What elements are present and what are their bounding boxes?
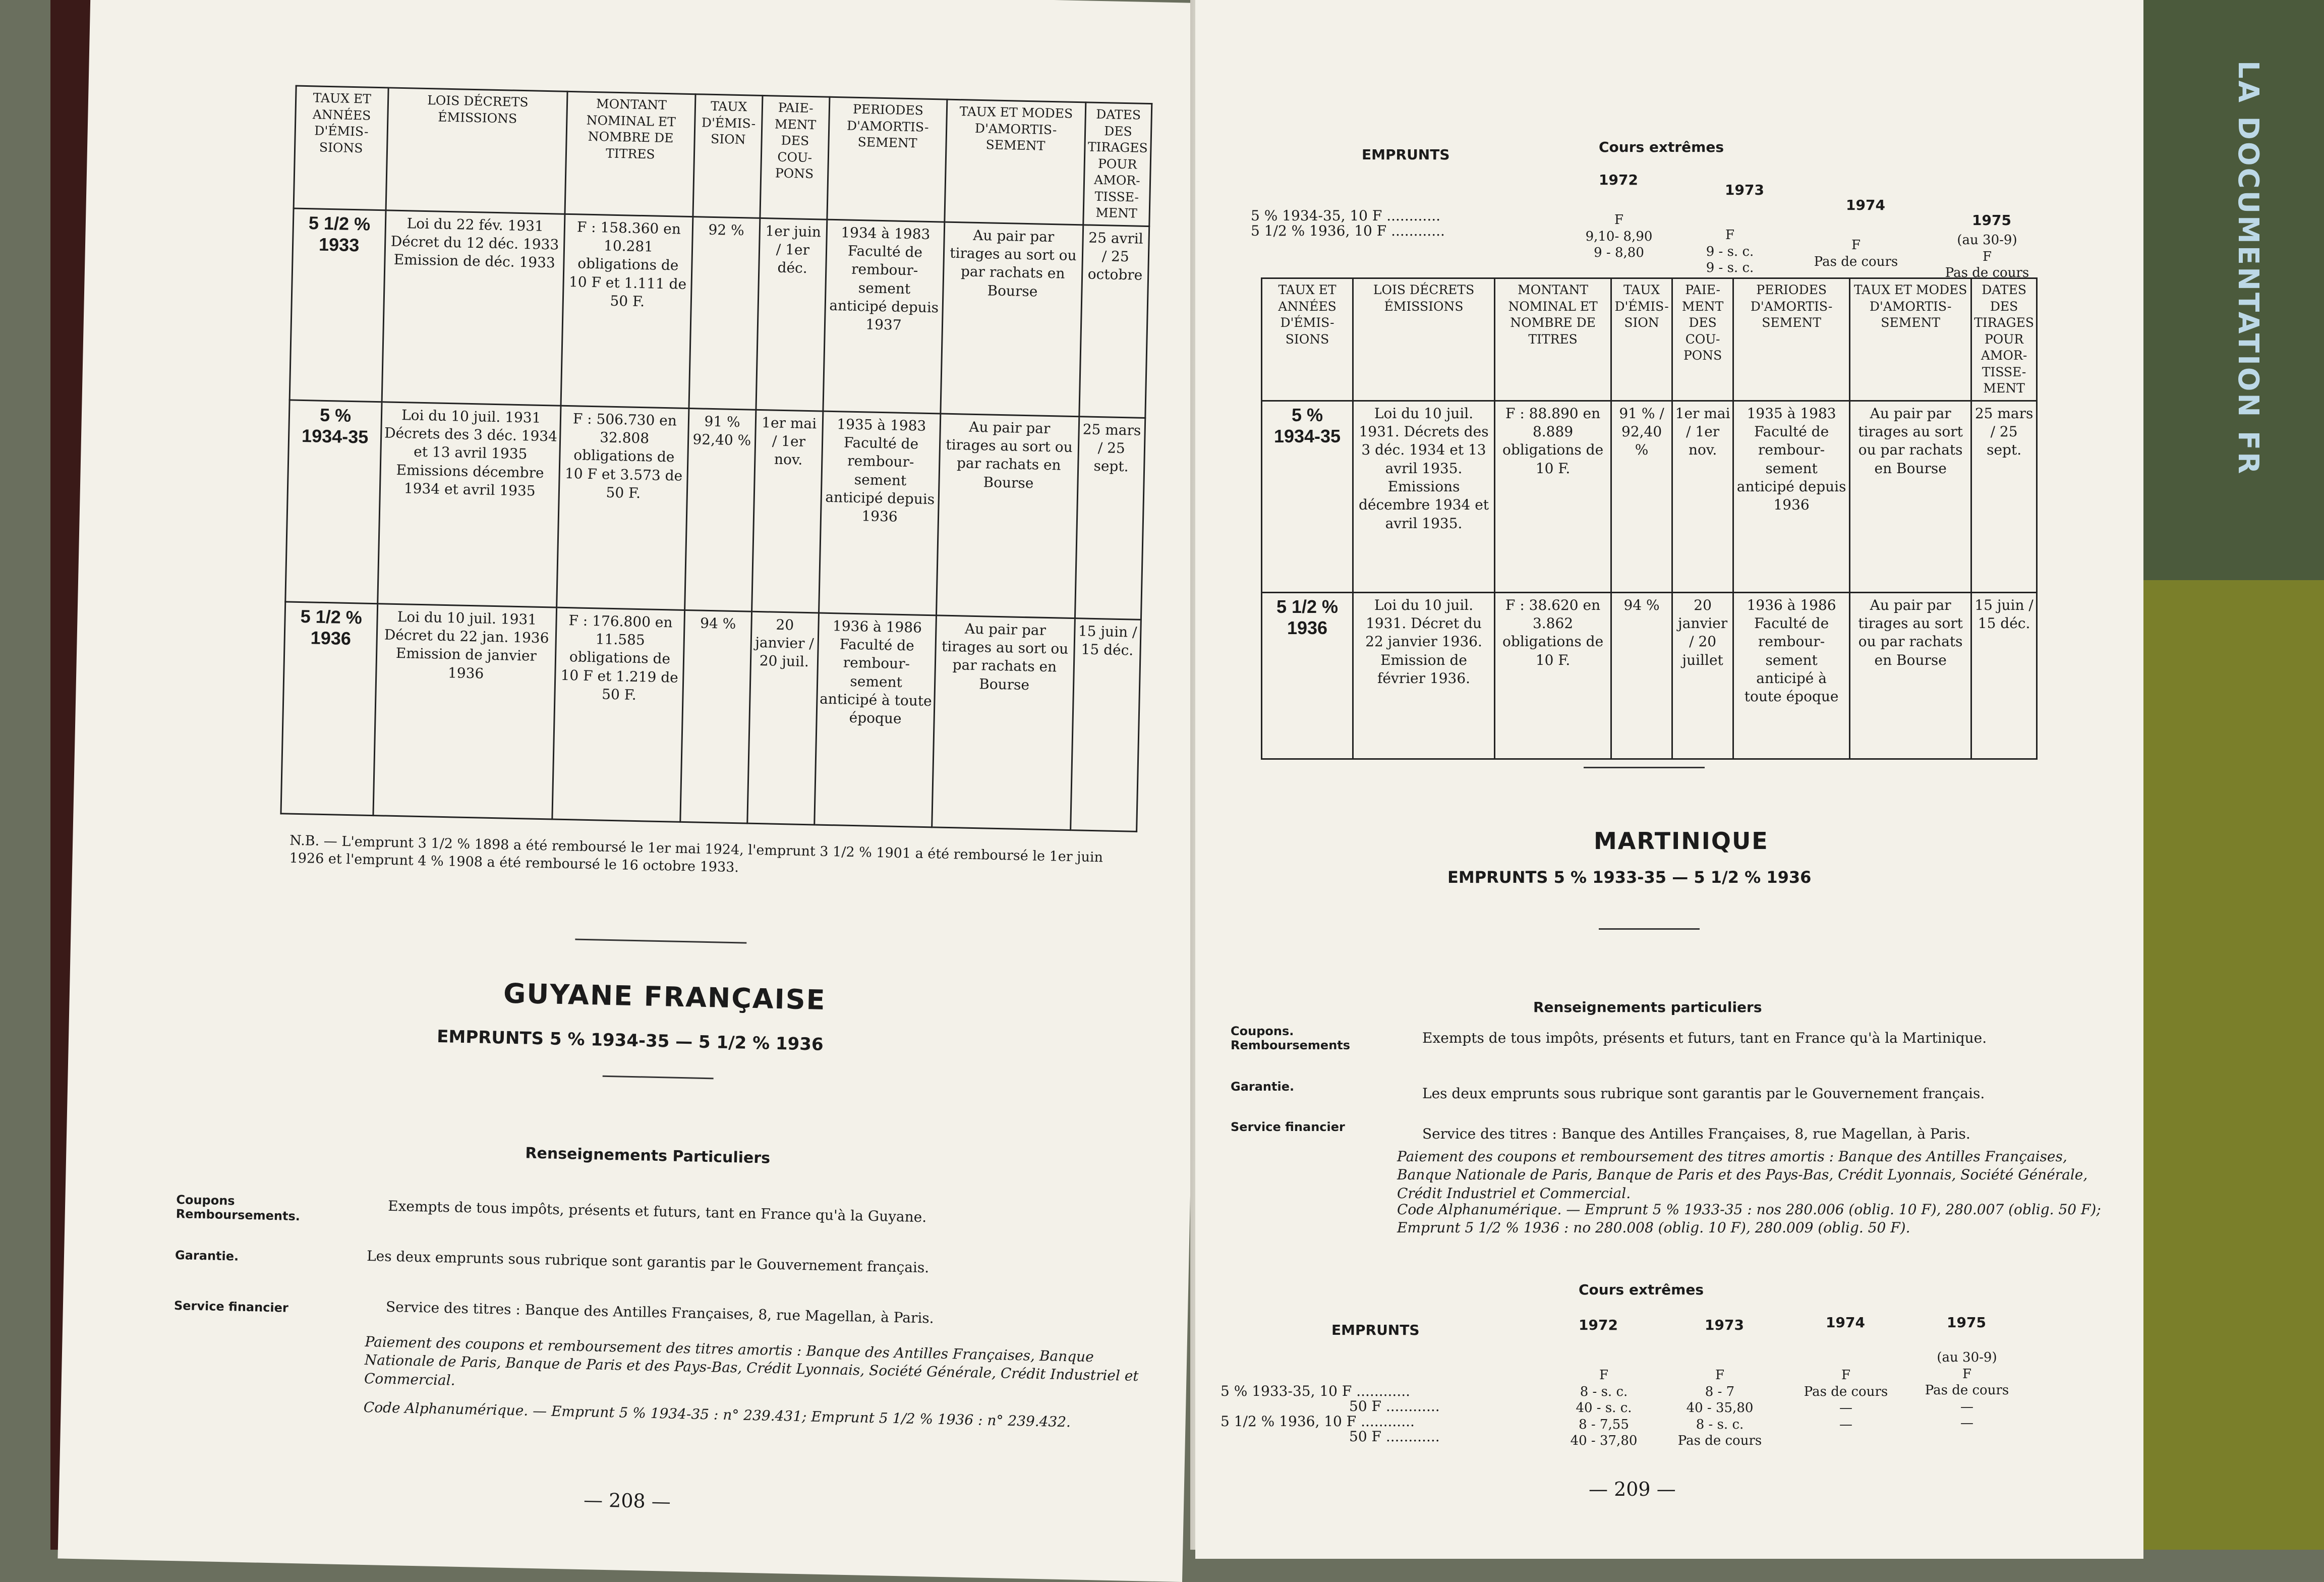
label-garantie: Garantie. bbox=[1231, 1080, 1295, 1094]
col-header: DATES DES TIRAGES POUR AMOR-TISSE-MENT bbox=[1083, 102, 1151, 226]
col-header: MONTANT NOMINAL ET NOMBRE DE TITRES bbox=[565, 91, 695, 216]
text-garantie: Les deux emprunts sous rubrique sont garantis par le Gouvernement français. bbox=[1422, 1085, 1985, 1102]
mode-cell: Au pair par tirages au sort ou par rachats en Bourse bbox=[937, 413, 1079, 618]
bottom-1975-col: (au 30-9) F Pas de cours — — bbox=[1925, 1350, 2009, 1431]
period-cell: 1936 à 1986 Faculté de rembour-sement anticipé à toute époque bbox=[1733, 592, 1850, 759]
section-title: MARTINIQUE bbox=[1594, 827, 1769, 855]
year-label: 1973 bbox=[1705, 1317, 1744, 1333]
issue-cell: 91 % / 92,40 % bbox=[1611, 401, 1672, 592]
text-service-titres: Service des titres : Banque des Antilles Françaises, 8, rue Magellan, à Paris. bbox=[1422, 1125, 1970, 1142]
rate: 5 1/2 % bbox=[300, 605, 363, 628]
year: 1934-35 bbox=[1273, 425, 1341, 446]
coupons-cell: 20 janvier / 20 juillet bbox=[1672, 592, 1733, 759]
col-header: TAUX ET ANNÉES D'ÉMIS-SIONS bbox=[294, 86, 388, 210]
col-header: LOIS DÉCRETS ÉMISSIONS bbox=[386, 88, 567, 214]
section-subtitle: EMPRUNTS 5 % 1934-35 — 5 1/2 % 1936 bbox=[436, 1026, 824, 1055]
amount-cell: F : 88.890 en 8.889 obligations de 10 F. bbox=[1495, 401, 1611, 592]
section-title: GUYANE FRANÇAISE bbox=[503, 977, 827, 1016]
year-label: 1972 bbox=[1599, 172, 1638, 188]
right-page bbox=[1195, 0, 2143, 1559]
period-cell: 1934 à 1983 Faculté de rembour-sement anticipé depuis 1937 bbox=[823, 219, 945, 414]
mode-cell: Au pair par tirages au sort ou par rachats en Bourse bbox=[1850, 401, 1971, 592]
rate: 5 1/2 % bbox=[308, 212, 371, 235]
coupons-cell: 1er mai / 1er nov. bbox=[752, 410, 823, 613]
rate-cell bbox=[1262, 401, 1353, 592]
rate: 5 1/2 % bbox=[1276, 596, 1339, 617]
dates-cell: 25 mars / 25 sept. bbox=[1971, 401, 2037, 592]
bottom-cours-heading: Cours extrêmes bbox=[1579, 1281, 1704, 1298]
section-subtitle: EMPRUNTS 5 % 1933-35 — 5 1/2 % 1936 bbox=[1447, 868, 1812, 887]
table-row bbox=[285, 400, 1145, 619]
issue-cell: 92 % bbox=[689, 216, 760, 410]
dates-cell: 25 avril / 25 octobre bbox=[1079, 224, 1149, 418]
top-row-label: 5 % 1934-35, 10 F ............ bbox=[1251, 207, 1441, 224]
year: 1936 bbox=[1287, 617, 1328, 638]
period-cell: 1935 à 1983 Faculté de rembour-sement anticipé depuis 1936 bbox=[1733, 401, 1850, 592]
laws-cell: Loi du 10 juil. 1931 Décret du 22 jan. 1936 Emission de janvier 1936 bbox=[373, 603, 557, 819]
laws-cell: Loi du 10 juil. 1931. Décret du 22 janvier 1936. Emission de février 1936. bbox=[1353, 592, 1495, 759]
bottom-emprunts-heading: EMPRUNTS bbox=[1331, 1322, 1420, 1338]
year: 1934-35 bbox=[301, 425, 369, 447]
text-service-titres: Service des titres : Banque des Antilles Françaises, 8, rue Magellan, à Paris. bbox=[385, 1298, 934, 1327]
col-header: PERIODES D'AMORTIS-SEMENT bbox=[827, 97, 947, 221]
year: 1933 bbox=[318, 234, 360, 255]
table-row bbox=[1262, 592, 2037, 759]
col-header: MONTANT NOMINAL ET NOMBRE DE TITRES bbox=[1495, 278, 1611, 401]
rate: 5 % bbox=[1291, 404, 1323, 425]
col-header: LOIS DÉCRETS ÉMISSIONS bbox=[1353, 278, 1495, 401]
top-emprunts-heading: EMPRUNTS bbox=[1362, 146, 1450, 163]
mode-cell: Au pair par tirages au sort ou par rachats en Bourse bbox=[941, 222, 1083, 417]
amount-cell: F : 38.620 en 3.862 obligations de 10 F. bbox=[1495, 592, 1611, 759]
left-bond-table bbox=[280, 85, 1152, 832]
rate-cell bbox=[1262, 592, 1353, 759]
background-yellow-cover bbox=[2138, 580, 2324, 1550]
year-label: 1975 bbox=[1947, 1314, 1986, 1331]
text-service-code: Code Alphanumérique. — Emprunt 5 % 1934-35 : n° 239.431; Emprunt 5 1/2 % 1936 : n° 239.432. bbox=[363, 1398, 1071, 1431]
text-coupons: Exempts de tous impôts, présents et futurs, tant en France qu'à la Guyane. bbox=[387, 1197, 927, 1226]
issue-cell: 91 % 92,40 % bbox=[685, 408, 756, 611]
divider bbox=[1584, 767, 1705, 768]
page-number: — 209 — bbox=[1589, 1478, 1676, 1500]
table-row bbox=[289, 208, 1149, 418]
col-header: TAUX ET MODES D'AMORTIS-SEMENT bbox=[1850, 278, 1971, 401]
bottom-row-label: 5 1/2 % 1936, 10 F ............ bbox=[1221, 1413, 1415, 1430]
table-row bbox=[281, 601, 1141, 831]
renseignements-heading: Renseignements Particuliers bbox=[525, 1144, 771, 1167]
top-1972-col: F 9,10- 8,90 9 - 8,80 bbox=[1585, 212, 1653, 260]
col-header: TAUX D'ÉMIS-SION bbox=[693, 94, 763, 218]
col-header: TAUX ET MODES D'AMORTIS-SEMENT bbox=[945, 99, 1085, 224]
dates-cell: 25 mars / 25 sept. bbox=[1075, 416, 1145, 619]
nb-note: N.B. — L'emprunt 3 1/2 % 1898 a été remboursé le 1er mai 1924, l'emprunt 3 1/2 % 1901 a été remboursé le 1er juin 1926 et l'emprunt 4 % 1908 a été remboursé le 16 octobre 1933. bbox=[289, 832, 1103, 876]
issue-cell: 94 % bbox=[1611, 592, 1672, 759]
amount-cell: F : 158.360 en 10.281 obligations de 10 F et 1.111 de 50 F. bbox=[561, 214, 693, 408]
year-label: 1973 bbox=[1725, 182, 1764, 198]
col-header: PAIE-MENT DES COU-PONS bbox=[1672, 278, 1733, 401]
divider bbox=[575, 939, 746, 944]
bottom-row-label: 5 % 1933-35, 10 F ............ bbox=[1221, 1383, 1411, 1399]
text-service-paiement: Paiement des coupons et remboursement des titres amortis : Banque des Antilles Françaises, Banque Nationale de Paris, Banque de Paris et des Pays-Bas, Crédit Lyonnais, Société Générale, Crédit Industriel et Commercial. bbox=[364, 1333, 1139, 1389]
year-label: 1974 bbox=[1846, 197, 1885, 213]
label-service: Service financier bbox=[1231, 1120, 1345, 1134]
coupons-cell: 1er juin / 1er déc. bbox=[756, 218, 827, 411]
text-garantie: Les deux emprunts sous rubrique sont garantis par le Gouvernement français. bbox=[366, 1248, 929, 1276]
label-coupons: Coupons. Remboursements bbox=[1231, 1024, 1351, 1052]
mode-cell: Au pair par tirages au sort ou par rachats en Bourse bbox=[932, 615, 1075, 830]
col-header: PAIE-MENT DES COU-PONS bbox=[760, 95, 830, 219]
rate-cell bbox=[281, 601, 378, 815]
coupons-cell: 20 janvier / 20 juil. bbox=[747, 611, 819, 825]
laws-cell: Loi du 10 juil. 1931 Décrets des 3 déc. 1934 et 13 avril 1935 Emissions décembre 1934 et avril 1935 bbox=[378, 402, 561, 607]
label-coupons: Coupons Remboursements. bbox=[176, 1193, 301, 1224]
top-row-label: 5 1/2 % 1936, 10 F ............ bbox=[1251, 222, 1445, 239]
dates-cell: 15 juin / 15 déc. bbox=[1070, 618, 1141, 831]
period-cell: 1935 à 1983 Faculté de rembour-sement anticipé depuis 1936 bbox=[819, 411, 941, 615]
label-service: Service financier bbox=[173, 1298, 289, 1315]
col-header: TAUX ET ANNÉES D'ÉMIS-SIONS bbox=[1262, 278, 1353, 401]
rate-cell bbox=[289, 208, 386, 402]
year: 1936 bbox=[310, 627, 352, 649]
text-service-paiement: Paiement des coupons et remboursement des titres amortis : Banque des Antilles Françaises, Banque Nationale de Paris, Banque de Paris et des Pays-Bas, Crédit Lyonnais, Société Générale, Crédit Industriel et Commercial. bbox=[1397, 1148, 2088, 1202]
amount-cell: F : 176.800 en 11.585 obligations de 10 F et 1.219 de 50 F. bbox=[552, 607, 685, 822]
label-garantie: Garantie. bbox=[175, 1248, 239, 1264]
divider bbox=[603, 1076, 714, 1080]
rate-cell bbox=[285, 400, 382, 603]
table-row bbox=[1262, 401, 2037, 592]
year-label: 1972 bbox=[1579, 1317, 1618, 1333]
coupons-cell: 1er mai / 1er nov. bbox=[1672, 401, 1733, 592]
issue-cell: 94 % bbox=[680, 610, 751, 823]
bottom-row-label: 50 F ............ bbox=[1349, 1428, 1440, 1445]
page-number: — 208 — bbox=[583, 1489, 671, 1513]
amount-cell: F : 506.730 en 32.808 obligations de 10 F et 3.573 de 50 F. bbox=[557, 406, 689, 610]
bottom-row-label: 50 F ............ bbox=[1349, 1398, 1440, 1415]
spine-title: LA DOCUMENTATION FR bbox=[2232, 61, 2264, 476]
text-coupons: Exempts de tous impôts, présents et futurs, tant en France qu'à la Martinique. bbox=[1422, 1030, 1987, 1046]
bottom-1974-col: F Pas de cours — — bbox=[1804, 1368, 1888, 1432]
bottom-1972-col: F 8 - s. c. 40 - s. c. 8 - 7,55 40 - 37,80 bbox=[1570, 1368, 1638, 1448]
right-bond-table bbox=[1261, 277, 2038, 760]
top-1973-col: F 9 - s. c. 9 - s. c. bbox=[1706, 228, 1754, 275]
rate: 5 % bbox=[319, 404, 352, 426]
left-page bbox=[57, 0, 1215, 1582]
table-header-row bbox=[1262, 278, 2037, 401]
mode-cell: Au pair par tirages au sort ou par rachats en Bourse bbox=[1850, 592, 1971, 759]
bottom-1973-col: F 8 - 7 40 - 35,80 8 - s. c. Pas de cours bbox=[1677, 1368, 1762, 1448]
laws-cell: Loi du 10 juil. 1931. Décrets des 3 déc. 1934 et 13 avril 1935. Emissions décembre 1934 et avril 1935. bbox=[1353, 401, 1495, 592]
divider bbox=[1599, 928, 1700, 930]
col-header: PERIODES D'AMORTIS-SEMENT bbox=[1733, 278, 1850, 401]
laws-cell: Loi du 22 fév. 1931 Décret du 12 déc. 1933 Emission de déc. 1933 bbox=[382, 210, 565, 405]
top-1974-col: F Pas de cours bbox=[1814, 238, 1898, 269]
renseignements-heading: Renseignements particuliers bbox=[1533, 999, 1762, 1015]
table-header-row bbox=[294, 86, 1152, 226]
period-cell: 1936 à 1986 Faculté de rembour-sement anticipé à toute époque bbox=[814, 612, 937, 827]
year-label: 1975 bbox=[1972, 212, 2011, 229]
top-cours-heading: Cours extrêmes bbox=[1599, 139, 1724, 155]
top-1975-col: (au 30-9) F Pas de cours bbox=[1945, 233, 2029, 280]
text-service-code: Code Alphanumérique. — Emprunt 5 % 1933-35 : nos 280.006 (oblig. 10 F), 280.007 (oblig. 50 F); Emprunt 5 1/2 % 1936 : no 280.008 (oblig. 10 F), 280.009 (oblig. 50 F). bbox=[1397, 1201, 2101, 1236]
col-header: TAUX D'ÉMIS-SION bbox=[1611, 278, 1672, 401]
dates-cell: 15 juin / 15 déc. bbox=[1971, 592, 2037, 759]
year-label: 1974 bbox=[1826, 1314, 1865, 1331]
col-header: DATES DES TIRAGES POUR AMOR-TISSE-MENT bbox=[1971, 278, 2037, 401]
